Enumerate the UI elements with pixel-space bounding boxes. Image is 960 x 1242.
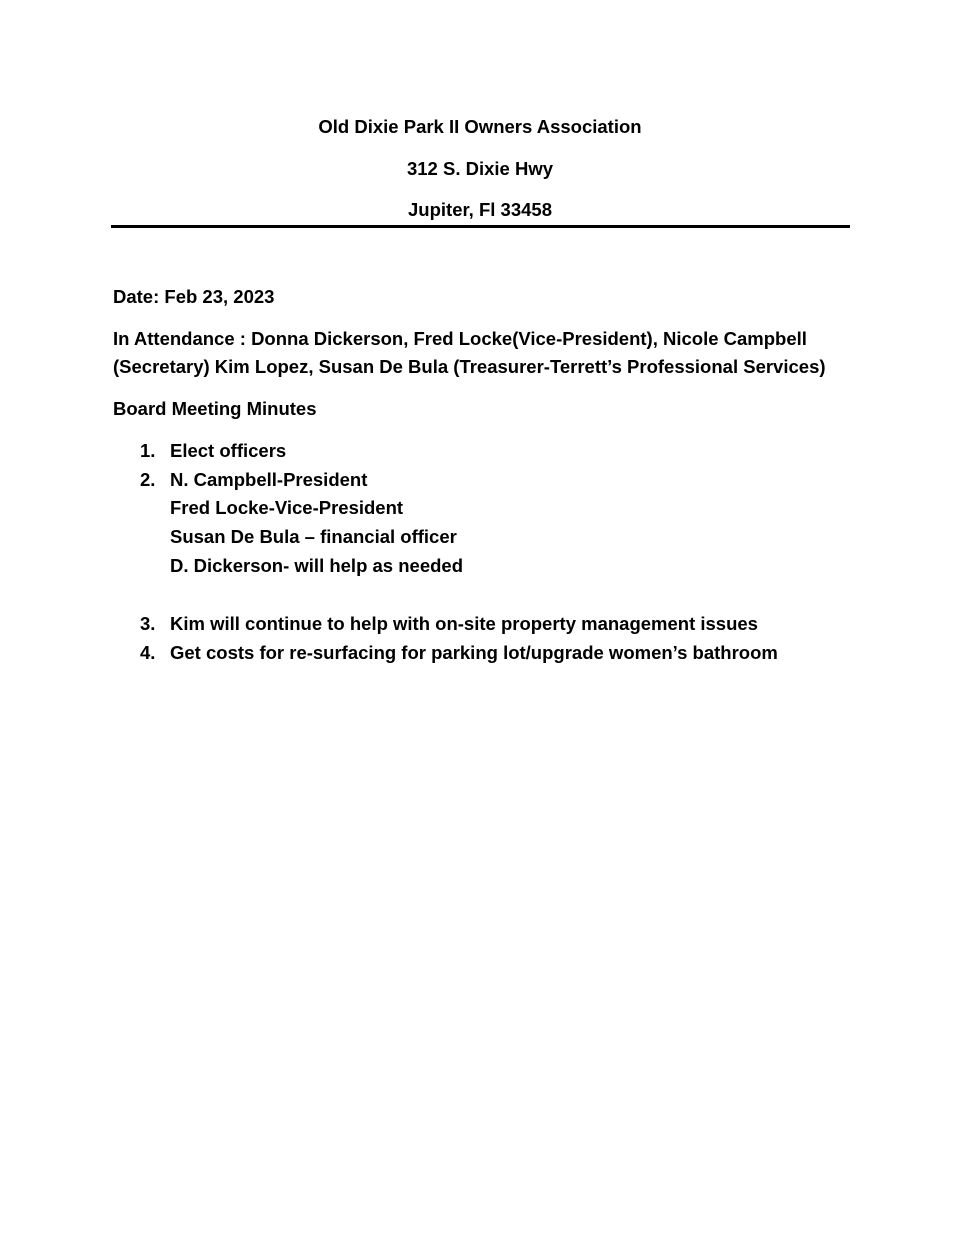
list-item-number: 4. bbox=[140, 642, 156, 663]
list-item-text: Elect officers bbox=[170, 440, 287, 461]
list-item-number: 1. bbox=[140, 440, 156, 461]
list-item-text: Fred Locke-Vice-President bbox=[170, 497, 404, 518]
organization-name: Old Dixie Park II Owners Association bbox=[318, 116, 642, 137]
address-street: 312 S. Dixie Hwy bbox=[406, 158, 554, 179]
attendance-line-1: In Attendance : Donna Dickerson, Fred Locke(Vice-President), Nicole Campbell bbox=[113, 328, 807, 349]
list-item-text: Get costs for re-surfacing for parking lot/upgrade women’s bathroom bbox=[170, 642, 778, 663]
attendance-line-2: (Secretary) Kim Lopez, Susan De Bula (Treasurer-Terrett’s Professional Services) bbox=[113, 356, 826, 377]
address-city: Jupiter, Fl 33458 bbox=[408, 199, 552, 220]
list-item-number: 2. bbox=[140, 469, 156, 490]
section-title: Board Meeting Minutes bbox=[113, 398, 317, 419]
header-divider bbox=[111, 225, 850, 228]
meeting-date: Date: Feb 23, 2023 bbox=[113, 286, 275, 307]
list-item-text: D. Dickerson- will help as needed bbox=[170, 555, 464, 576]
list-item-text: Susan De Bula – financial officer bbox=[170, 526, 457, 547]
list-item-text: N. Campbell-President bbox=[170, 469, 368, 490]
list-item-number: 3. bbox=[140, 613, 156, 634]
list-item-text: Kim will continue to help with on-site property management issues bbox=[170, 613, 758, 634]
